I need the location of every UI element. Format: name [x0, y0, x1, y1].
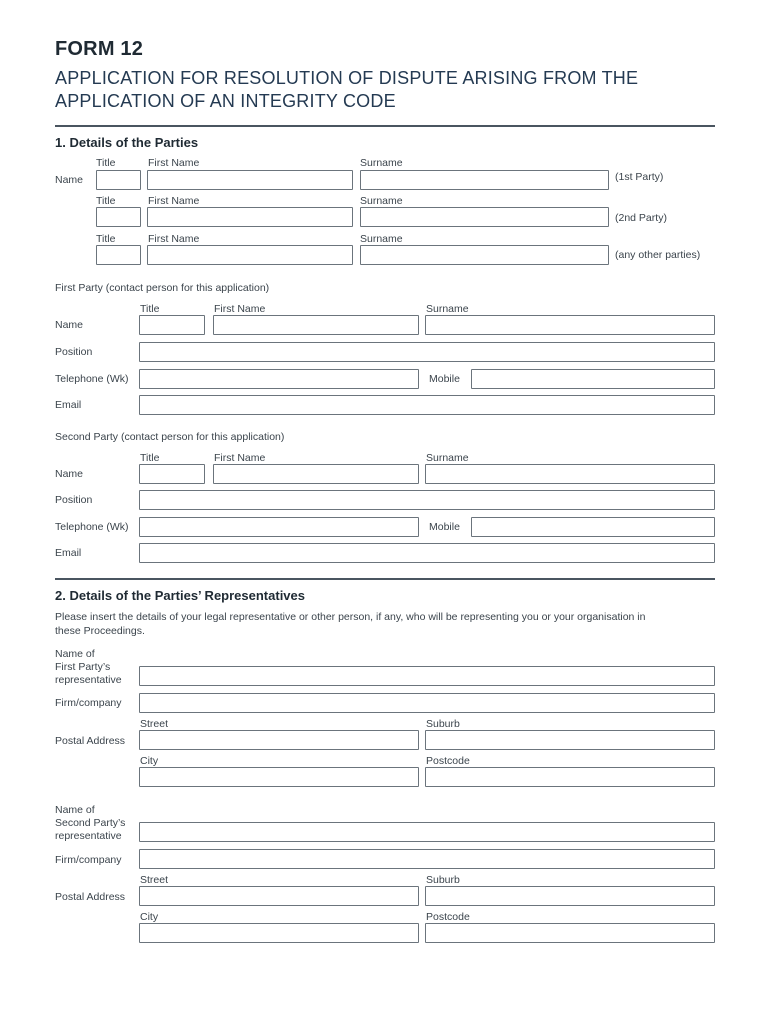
second-party-first-name-field[interactable]	[213, 464, 419, 484]
party2-tag: (2nd Party)	[615, 212, 667, 224]
second-party-position-label: Position	[55, 494, 93, 506]
first-party-telephone-label: Telephone (Wk)	[55, 373, 129, 385]
party2-first-name-field[interactable]	[147, 207, 353, 227]
first-party-name-label: Name	[55, 319, 84, 331]
second-party-mobile-label: Mobile	[429, 521, 460, 533]
second-rep-firm-label: Firm/company	[55, 854, 122, 866]
second-party-surname-field[interactable]	[425, 464, 715, 484]
first-rep-postcode-field[interactable]	[425, 767, 715, 787]
party1-title-field[interactable]	[96, 170, 141, 190]
first-rep-name-field[interactable]	[139, 666, 715, 686]
second-party-email-field[interactable]	[139, 543, 715, 563]
col-surname-label: Surname	[360, 195, 403, 207]
first-party-first-name-field[interactable]	[213, 315, 419, 335]
col-first-name-label: First Name	[214, 303, 266, 315]
first-party-title-field[interactable]	[139, 315, 205, 335]
second-rep-name-label-line2: Second Party’s	[55, 817, 126, 829]
second-rep-suburb-label: Suburb	[426, 874, 460, 886]
col-title-label: Title	[140, 452, 160, 464]
col-first-name-label: First Name	[148, 195, 200, 207]
col-first-name-label: First Name	[148, 157, 200, 169]
first-rep-suburb-label: Suburb	[426, 718, 460, 730]
party3-title-field[interactable]	[96, 245, 141, 265]
second-rep-postcode-label: Postcode	[426, 911, 470, 923]
section2-note-line2: these Proceedings.	[55, 625, 145, 637]
first-rep-firm-label: Firm/company	[55, 697, 122, 709]
col-first-name-label: First Name	[214, 452, 266, 464]
first-party-position-field[interactable]	[139, 342, 715, 362]
first-party-email-label: Email	[55, 399, 82, 411]
first-party-mobile-field[interactable]	[471, 369, 715, 389]
party1-first-name-field[interactable]	[147, 170, 353, 190]
first-party-mobile-label: Mobile	[429, 373, 460, 385]
first-rep-street-label: Street	[140, 718, 169, 730]
section2-note-line1: Please insert the details of your legal representative or other person, if any, who will be representing you or your organisation in	[55, 611, 646, 623]
first-rep-postal-label: Postal Address	[55, 735, 126, 747]
second-party-mobile-field[interactable]	[471, 517, 715, 537]
second-rep-name-label-line1: Name of	[55, 804, 95, 816]
second-party-position-field[interactable]	[139, 490, 715, 510]
first-rep-name-label-line2: First Party’s	[55, 661, 111, 673]
first-party-heading: First Party (contact person for this application)	[55, 282, 270, 294]
col-title-label: Title	[140, 303, 160, 315]
second-party-heading: Second Party (contact person for this application)	[55, 431, 285, 443]
col-title-label: Title	[96, 195, 116, 207]
col-surname-label: Surname	[360, 233, 403, 245]
section2-heading: 2. Details of the Parties’ Representatives	[55, 588, 305, 603]
first-rep-street-field[interactable]	[139, 730, 419, 750]
first-rep-suburb-field[interactable]	[425, 730, 715, 750]
second-rep-street-field[interactable]	[139, 886, 419, 906]
party3-surname-field[interactable]	[360, 245, 609, 265]
first-rep-firm-field[interactable]	[139, 693, 715, 713]
second-rep-city-field[interactable]	[139, 923, 419, 943]
second-party-email-label: Email	[55, 547, 82, 559]
first-rep-postcode-label: Postcode	[426, 755, 470, 767]
party3-tag: (any other parties)	[615, 249, 701, 261]
second-rep-name-field[interactable]	[139, 822, 715, 842]
second-rep-suburb-field[interactable]	[425, 886, 715, 906]
party3-first-name-field[interactable]	[147, 245, 353, 265]
second-party-name-label: Name	[55, 468, 84, 480]
col-surname-label: Surname	[426, 452, 469, 464]
second-party-telephone-label: Telephone (Wk)	[55, 521, 129, 533]
col-title-label: Title	[96, 233, 116, 245]
col-first-name-label: First Name	[148, 233, 200, 245]
party1-surname-field[interactable]	[360, 170, 609, 190]
second-party-title-field[interactable]	[139, 464, 205, 484]
first-party-surname-field[interactable]	[425, 315, 715, 335]
first-rep-city-field[interactable]	[139, 767, 419, 787]
first-party-position-label: Position	[55, 346, 93, 358]
second-rep-postal-label: Postal Address	[55, 891, 126, 903]
form-number: FORM 12	[55, 38, 144, 60]
col-surname-label: Surname	[426, 303, 469, 315]
second-rep-firm-field[interactable]	[139, 849, 715, 869]
first-party-telephone-field[interactable]	[139, 369, 419, 389]
second-rep-city-label: City	[140, 911, 159, 923]
col-title-label: Title	[96, 157, 116, 169]
second-rep-postcode-field[interactable]	[425, 923, 715, 943]
first-party-email-field[interactable]	[139, 395, 715, 415]
party1-tag: (1st Party)	[615, 171, 664, 183]
col-surname-label: Surname	[360, 157, 403, 169]
form-title-line1: APPLICATION FOR RESOLUTION OF DISPUTE ARISING FROM THE	[55, 68, 639, 88]
first-rep-name-label-line1: Name of	[55, 648, 95, 660]
section-divider	[55, 125, 715, 127]
second-rep-name-label-line3: representative	[55, 830, 122, 842]
section-divider	[55, 578, 715, 580]
second-party-telephone-field[interactable]	[139, 517, 419, 537]
form-title-line2: APPLICATION OF AN INTEGRITY CODE	[55, 91, 396, 111]
second-rep-street-label: Street	[140, 874, 169, 886]
first-rep-city-label: City	[140, 755, 159, 767]
section1-heading: 1. Details of the Parties	[55, 135, 199, 150]
parties-name-label: Name	[55, 174, 84, 186]
first-rep-name-label-line3: representative	[55, 674, 122, 686]
party2-title-field[interactable]	[96, 207, 141, 227]
party2-surname-field[interactable]	[360, 207, 609, 227]
